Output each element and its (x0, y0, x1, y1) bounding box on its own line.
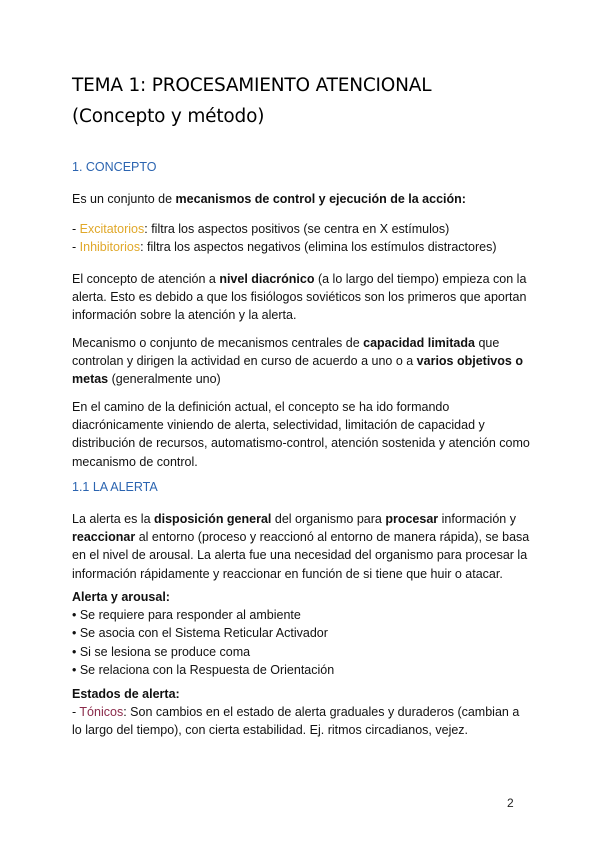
list-item: • Se asocia con el Sistema Reticular Activador (72, 626, 328, 641)
list-excitatorios-inhibitorios (72, 220, 530, 256)
list-item: • Se requiere para responder al ambiente (72, 608, 301, 623)
bold-text: disposición general (154, 512, 272, 526)
paragraph-nivel-diacronico (72, 270, 530, 325)
list-alerta-arousal (72, 588, 530, 679)
list-dash: - (72, 240, 80, 255)
list-item-text: : Son cambios en el estado de alerta graduales y duraderos (cambian a lo largo del tiempo), con cierta estabilidad. Ej. ritmos circadianos, vejez. (72, 705, 520, 738)
section-heading-la-alerta: 1.1 LA ALERTA (72, 480, 158, 494)
bold-text: Alerta y arousal: (72, 590, 170, 604)
text-run: al entorno (proceso y reaccionó al entorno de manera rápida), se basa en el nivel de arousal. La alerta fue una necesidad del organismo para procesar la información rápidamente y reaccionar en función de si tiene que huir o atacar. (72, 530, 530, 581)
list-item-text: : filtra los aspectos positivos (se centra en X estímulos) (144, 222, 450, 236)
text-run: que controlan y dirigen la actividad en curso de acuerdo a uno o a (72, 336, 500, 369)
list-item: • Si se lesiona se produce coma (72, 644, 251, 659)
list-estados-alerta (72, 685, 530, 740)
doc-title-line1: TEMA 1: PROCESAMIENTO ATENCIONAL (72, 75, 432, 96)
text-run: Es un conjunto de (72, 192, 176, 206)
term-inhibitorios: Inhibitorios (79, 240, 141, 255)
section-heading-concepto: 1. CONCEPTO (72, 160, 157, 174)
text-run: (a lo largo del tiempo) empieza con la alerta. Esto es debido a que los fisiólogos soviéticos son los primeros que aportan información sobre la atención y la alerta. (72, 272, 527, 323)
text-run: (generalmente uno) (108, 372, 221, 387)
term-excitatorios: Excitatorios (79, 222, 145, 236)
text-run: del organismo para (271, 512, 386, 526)
bold-text: varios objetivos o metas (72, 354, 523, 387)
page-number: 2 (507, 796, 514, 810)
bold-text: mecanismos de control y ejecución de la acción: (175, 192, 466, 206)
list-title (72, 685, 530, 703)
bold-text: Estados de alerta: (72, 687, 180, 701)
doc-title-line2: (Concepto y método) (72, 106, 265, 127)
list-dash: - (72, 705, 80, 720)
list-dash: - (72, 222, 80, 236)
list-item-text: : filtra los aspectos negativos (elimina los estímulos distractores) (140, 240, 497, 255)
paragraph-definicion-actual: En el camino de la definición actual, el concepto se ha ido formando diacrónicamente viniendo de alerta, selectividad, limitación de capacidad y distribución de recursos, automatismo-control, atención sostenida y atención como mecanismo de control. (72, 400, 530, 469)
term-tonicos: Tónicos (79, 705, 124, 720)
list-item: • Se relaciona con la Respuesta de Orientación (72, 662, 335, 677)
bold-text: nivel diacrónico (219, 272, 315, 286)
text-run: El concepto de atención a (72, 272, 220, 286)
list-item (72, 220, 530, 238)
bold-text: procesar (385, 512, 439, 526)
paragraph-la-alerta (72, 510, 530, 583)
list-item (72, 703, 530, 739)
text-run: Mecanismo o conjunto de mecanismos centrales de (72, 336, 364, 350)
bold-text: capacidad limitada (363, 336, 475, 350)
text-run: información y (438, 512, 516, 526)
paragraph-capacidad-limitada (72, 334, 530, 389)
paragraph-intro (72, 190, 530, 208)
list-title (72, 588, 530, 606)
bold-text: reaccionar (72, 530, 136, 545)
list-item (72, 238, 530, 256)
text-run: La alerta es la (72, 512, 154, 526)
